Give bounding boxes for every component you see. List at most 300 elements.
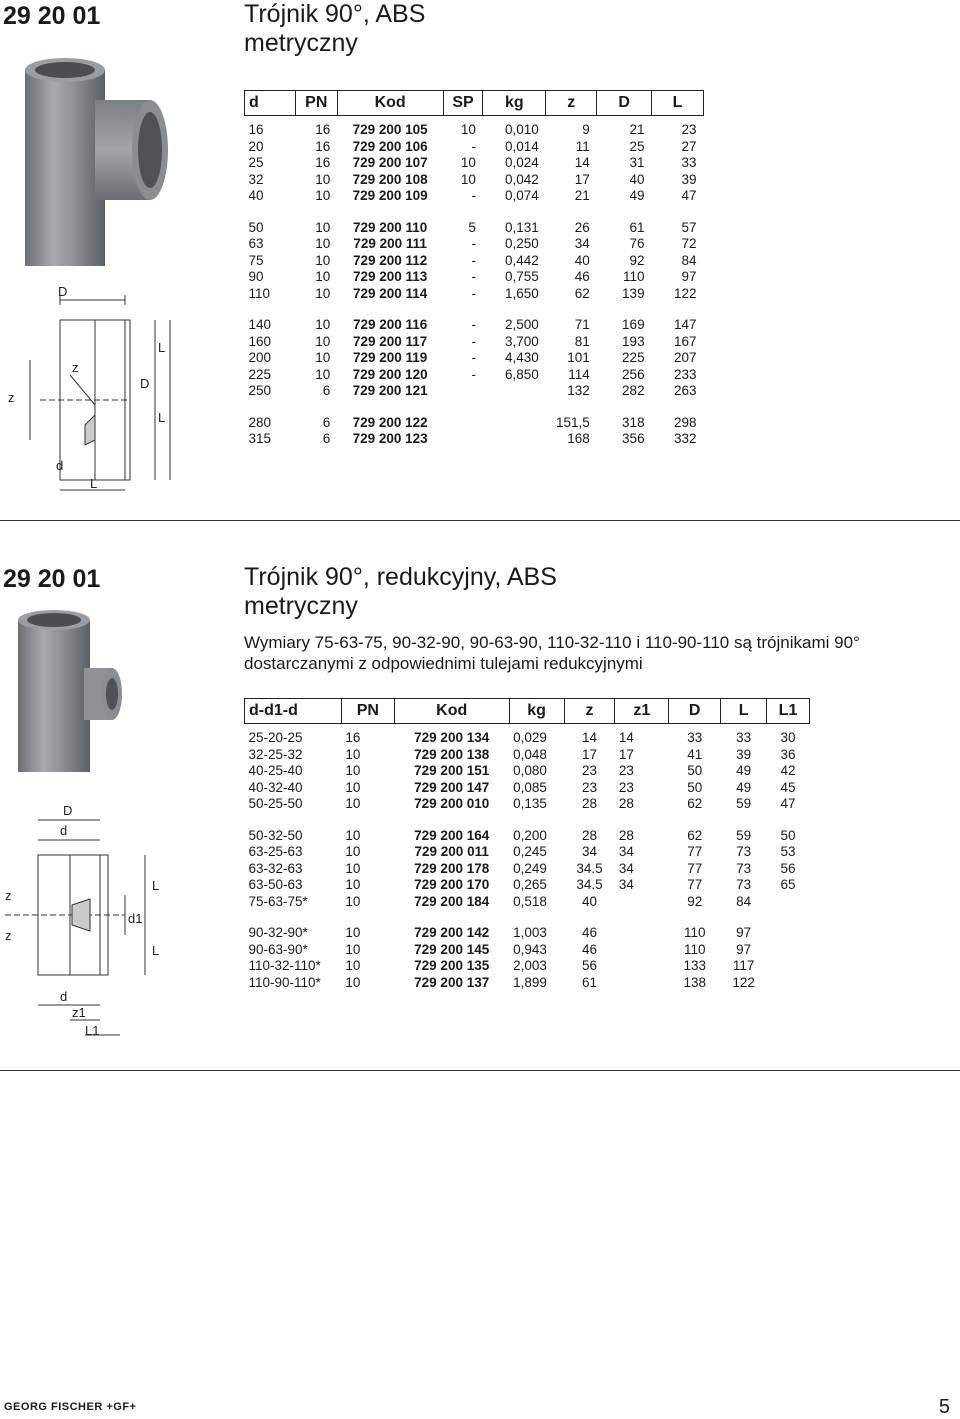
table-cell: -: [471, 333, 476, 349]
table-cell: 77: [687, 844, 703, 859]
drawing1-label-D: D: [58, 284, 68, 299]
table-cell: 10: [315, 366, 331, 382]
table-cell: 298: [673, 414, 697, 430]
drawing2-label-L: L: [152, 878, 160, 893]
table-cell: 10: [315, 333, 331, 349]
drawing1-label-D2: D: [140, 376, 150, 391]
table-cell: 23: [618, 763, 634, 778]
table-cell: 0,250: [505, 236, 539, 251]
table-cell: 10: [315, 252, 331, 268]
table-cell: 25: [629, 138, 645, 154]
drawing1-label-z: z: [72, 360, 79, 375]
section1-header-row: [245, 91, 704, 116]
table-cell: 49: [736, 763, 752, 778]
table-cell: 729 200 111: [353, 236, 427, 251]
table-cell: 72: [681, 236, 697, 251]
table-row: [245, 155, 704, 172]
drawing2-label-L2: L: [152, 943, 160, 958]
section1-header-0: d: [245, 91, 296, 116]
table-cell: 39: [681, 171, 697, 187]
table-cell: 729 200 178: [414, 860, 490, 876]
table-cell: 40: [629, 171, 645, 187]
drawing1-label-d: d: [56, 458, 64, 473]
section1-header-6: D: [597, 91, 652, 116]
table-cell: 26: [574, 219, 590, 235]
table-cell: 14: [618, 730, 634, 745]
table-cell: 39: [736, 746, 752, 762]
section1-table: [244, 90, 704, 448]
table-cell: 0,135: [513, 796, 547, 811]
section2-title-line2: metryczny: [244, 592, 358, 620]
group-spacer: [245, 910, 810, 925]
table-cell: 3,700: [505, 333, 539, 349]
table-cell: 59: [736, 796, 752, 811]
table-cell: [615, 975, 669, 992]
table-cell: 90-32-90*: [248, 925, 308, 940]
table-cell: 233: [673, 366, 697, 382]
table-cell: 10: [345, 763, 361, 778]
table-row: [245, 747, 810, 764]
table-cell: 0,024: [505, 155, 539, 170]
table-cell: 282: [622, 383, 645, 398]
table-cell: 318: [622, 414, 645, 430]
table-cell: [767, 942, 810, 959]
table-cell: 25-20-25: [248, 730, 303, 745]
table-cell: 92: [687, 893, 703, 909]
table-cell: 34: [581, 844, 597, 859]
table-cell: 16: [315, 122, 331, 137]
group-spacer: [245, 400, 704, 415]
table-cell: 30: [780, 730, 796, 745]
table-cell: 122: [732, 974, 755, 990]
table-cell: 23: [618, 779, 634, 795]
drawing2-label-z1: z1: [72, 1005, 86, 1020]
table-row: [245, 844, 810, 861]
table-cell: 21: [629, 122, 645, 137]
table-cell: 16: [248, 122, 264, 137]
table-cell: 73: [736, 844, 752, 859]
tee-photo: [10, 52, 170, 272]
table-cell: 50: [248, 219, 264, 235]
table-cell: 25: [248, 155, 264, 170]
section-divider: [0, 520, 960, 521]
table-cell: 1,899: [513, 974, 547, 990]
table-cell: 10: [345, 893, 361, 909]
table-cell: 57: [681, 219, 697, 235]
table-cell: 16: [345, 730, 361, 745]
table-cell: 41: [687, 746, 703, 762]
table-row: [245, 925, 810, 942]
table-cell: 50-25-50: [248, 796, 303, 811]
table-row: [245, 763, 810, 780]
drawing2-label-d: d: [60, 823, 68, 838]
table-row: [245, 796, 810, 813]
table-cell: 63-25-63: [248, 844, 303, 859]
table-cell: 10: [315, 188, 331, 203]
table-cell: 0,029: [513, 730, 547, 745]
table-cell: 6: [322, 414, 331, 430]
table-cell: 0,042: [505, 171, 539, 187]
table-cell: 729 200 109: [352, 188, 428, 203]
table-cell: 73: [736, 877, 752, 892]
table-cell: 61: [581, 974, 597, 990]
table-cell: 63-50-63: [248, 877, 303, 892]
table-cell: 11: [575, 138, 590, 154]
table-cell: 729 200 138: [414, 746, 490, 762]
table-cell: 0,200: [513, 827, 547, 843]
table-cell: 729 200 134: [414, 730, 490, 745]
table-cell: 27: [681, 138, 697, 154]
table-cell: 10: [345, 925, 361, 940]
table-cell: 169: [622, 317, 645, 332]
table-row: [245, 317, 704, 334]
table-cell: 729 200 114: [352, 285, 428, 301]
table-row: [245, 942, 810, 959]
table-cell: 10: [315, 219, 331, 235]
table-cell: [443, 383, 483, 400]
table-cell: 0,131: [505, 219, 539, 235]
section2-header-2: Kod: [394, 699, 509, 724]
table-cell: 23: [681, 122, 697, 137]
table-cell: 110: [248, 285, 271, 301]
table-cell: 61: [629, 219, 645, 235]
section1-header-3: SP: [443, 91, 483, 116]
table-row: [245, 780, 810, 797]
table-cell: 46: [581, 925, 597, 940]
table-cell: 16: [315, 138, 331, 154]
table-cell: 729 200 011: [414, 844, 489, 859]
drawing2-label-d1: d1: [128, 911, 143, 926]
table-cell: 50: [687, 763, 703, 778]
table-cell: [483, 431, 546, 448]
table-cell: [615, 942, 669, 959]
drawing2-label-d2: d: [60, 989, 68, 1004]
table-cell: 0,080: [513, 763, 547, 778]
section1-table-body: [245, 116, 704, 448]
table-cell: 36: [780, 746, 796, 762]
table-cell: -: [471, 366, 476, 382]
table-cell: 729 200 112: [352, 252, 428, 268]
table-cell: 50: [780, 827, 796, 843]
table-cell: 0,085: [513, 779, 547, 795]
table-cell: 729 200 135: [414, 958, 490, 973]
table-cell: 10: [315, 350, 331, 365]
table-row: [245, 334, 704, 351]
table-row: [245, 350, 704, 367]
table-cell: 21: [574, 188, 590, 203]
section2-header-8: L1: [767, 699, 810, 724]
table-cell: 33: [687, 730, 703, 745]
table-cell: 34.5: [576, 860, 603, 876]
table-cell: 97: [736, 925, 752, 940]
drawing1-label-z2: z: [8, 390, 15, 405]
table-cell: 10: [315, 236, 331, 251]
table-cell: [767, 958, 810, 975]
table-cell: 75-63-75*: [248, 893, 308, 909]
drawing2-label-z2: z: [5, 928, 12, 943]
table-cell: 62: [574, 285, 590, 301]
table-cell: 114: [568, 366, 590, 382]
table-cell: 263: [673, 383, 697, 398]
table-cell: 250: [248, 383, 272, 398]
table-cell: 200: [248, 350, 272, 365]
table-cell: 14: [581, 730, 597, 745]
table-cell: 729 200 010: [414, 796, 490, 811]
table-row: [245, 367, 704, 384]
table-cell: 40-25-40: [248, 763, 303, 778]
table-cell: 42: [780, 763, 796, 778]
table-cell: 10: [315, 171, 331, 187]
table-cell: 53: [780, 844, 796, 859]
section2-code: 29 20 01: [3, 565, 101, 593]
table-cell: 147: [673, 317, 697, 332]
table-cell: 62: [687, 796, 703, 811]
table-cell: 10: [345, 844, 361, 859]
table-cell: 315: [248, 431, 272, 446]
section-divider-2: [0, 1070, 960, 1071]
table-row: [245, 415, 704, 432]
table-cell: 207: [673, 350, 697, 365]
table-cell: 2,500: [505, 317, 539, 332]
table-cell: [615, 925, 669, 942]
table-cell: 84: [681, 252, 697, 268]
table-cell: 40: [248, 188, 264, 203]
table-row: [245, 139, 704, 156]
table-cell: -: [471, 317, 476, 332]
footer-brand: GEORG FISCHER +GF+: [4, 1401, 137, 1413]
table-row: [245, 828, 810, 845]
table-cell: 97: [736, 941, 752, 957]
section1-code: 29 20 01: [3, 2, 101, 30]
table-cell: 6: [322, 383, 331, 398]
table-cell: 46: [581, 941, 597, 957]
table-cell: 10: [345, 827, 361, 843]
table-row: [245, 975, 810, 992]
table-cell: 34.5: [576, 877, 603, 892]
table-cell: [767, 975, 810, 992]
table-cell: 84: [736, 893, 752, 909]
table-cell: 101: [567, 350, 590, 365]
table-cell: 10: [345, 974, 361, 990]
table-cell: 1,003: [513, 925, 547, 940]
table-cell: -: [471, 350, 476, 365]
table-cell: 10: [460, 155, 476, 170]
table-cell: -: [471, 236, 476, 251]
section2-header-4: z: [564, 699, 615, 724]
table-cell: 138: [683, 974, 706, 990]
table-cell: 167: [673, 333, 697, 349]
table-cell: 34: [618, 844, 634, 859]
section2-header-6: D: [669, 699, 721, 724]
table-cell: 1,650: [505, 285, 539, 301]
table-cell: 140: [248, 317, 272, 332]
table-cell: 729 200 123: [352, 431, 428, 446]
table-cell: [483, 383, 546, 400]
table-cell: -: [471, 269, 476, 284]
section2-title: [244, 563, 557, 621]
table-cell: 132: [567, 383, 590, 398]
table-cell: 10: [345, 796, 361, 811]
section1-header-2: Kod: [337, 91, 443, 116]
table-cell: 729 200 164: [414, 827, 490, 843]
section2-title-line1: Trójnik 90°, redukcyjny, ABS: [244, 563, 557, 591]
section2-header-0: d-d1-d: [245, 699, 342, 724]
table-cell: [767, 925, 810, 942]
table-cell: 729 200 147: [414, 779, 490, 795]
table-cell: 225: [248, 366, 272, 382]
section2-table-body: [245, 724, 810, 992]
table-cell: 122: [673, 285, 697, 301]
table-cell: 34: [618, 877, 634, 892]
table-cell: 14: [574, 155, 590, 170]
section1-title-line1: Trójnik 90°, ABS: [244, 0, 426, 28]
table-cell: 117: [732, 958, 755, 973]
table-cell: 729 200 122: [352, 414, 428, 430]
table-cell: 729 200 151: [414, 763, 490, 778]
table-cell: 110-32-110*: [248, 958, 321, 973]
drawing1-label-L2: L: [158, 410, 166, 425]
section1-title-line2: metryczny: [244, 29, 358, 57]
table-cell: 16: [315, 155, 331, 170]
table-cell: [443, 431, 483, 448]
table-cell: 729 200 119: [352, 350, 428, 365]
table-cell: 729 200 107: [352, 155, 428, 170]
table-cell: 33: [681, 155, 697, 170]
table-cell: 0,048: [513, 746, 547, 762]
table-cell: 10: [315, 317, 331, 332]
table-cell: 63-32-63: [248, 860, 303, 876]
table-cell: 160: [248, 333, 272, 349]
table-cell: 139: [622, 285, 645, 301]
drawing2-label-z: z: [5, 888, 12, 903]
table-cell: 46: [574, 269, 590, 284]
table-cell: 110-90-110*: [248, 974, 321, 990]
table-cell: 0,249: [513, 860, 547, 876]
section2-header-3: kg: [509, 699, 564, 724]
table-cell: 729 200 145: [414, 941, 490, 957]
table-cell: 47: [780, 796, 796, 811]
table-cell: 4,430: [505, 350, 539, 365]
table-row: [245, 724, 810, 747]
table-cell: 10: [345, 746, 361, 762]
table-cell: 110: [683, 941, 706, 957]
table-row: [245, 877, 810, 894]
drawing2-label-L1: L1: [85, 1023, 100, 1038]
table-cell: 73: [736, 860, 752, 876]
table-cell: 81: [574, 333, 590, 349]
drawing2-label-D: D: [63, 803, 73, 818]
table-cell: 23: [581, 763, 597, 778]
table-cell: 0,245: [513, 844, 547, 859]
table-cell: 10: [315, 285, 331, 301]
table-cell: 77: [687, 877, 703, 892]
reducing-tee-photo: [10, 608, 130, 778]
table-cell: 0,442: [505, 252, 539, 268]
table-cell: 20: [248, 138, 264, 154]
table-cell: 62: [687, 827, 703, 843]
table-cell: 23: [581, 779, 597, 795]
section1-header-1: PN: [295, 91, 337, 116]
table-cell: 0,014: [505, 138, 539, 154]
table-row: [245, 188, 704, 205]
section2-header-5: z1: [615, 699, 669, 724]
table-cell: 10: [315, 269, 331, 284]
table-cell: 10: [345, 779, 361, 795]
table-cell: [483, 415, 546, 432]
table-row: [245, 253, 704, 270]
table-cell: 729 200 113: [352, 269, 428, 284]
section1-title: [244, 0, 425, 58]
table-cell: 729 200 121: [352, 383, 428, 398]
table-cell: 90-63-90*: [248, 941, 308, 957]
table-cell: -: [471, 285, 476, 301]
table-cell: 10: [460, 122, 476, 137]
table-cell: 17: [581, 746, 597, 762]
table-row: [245, 236, 704, 253]
table-cell: 65: [780, 877, 796, 892]
table-cell: [615, 894, 669, 911]
table-cell: -: [471, 138, 476, 154]
table-cell: 59: [736, 827, 752, 843]
table-cell: 729 200 116: [352, 317, 428, 332]
table-cell: 0,755: [505, 269, 539, 284]
table-cell: 0,010: [505, 122, 539, 137]
table-cell: 47: [681, 188, 697, 203]
table-cell: 6,850: [505, 366, 539, 382]
table-cell: 28: [581, 827, 597, 843]
table-cell: 28: [618, 827, 634, 843]
table-cell: 92: [629, 252, 645, 268]
table-cell: 193: [622, 333, 645, 349]
table-cell: 56: [581, 958, 597, 973]
table-cell: 10: [345, 860, 361, 876]
section2-header-1: PN: [341, 699, 394, 724]
table-cell: 729 200 137: [414, 974, 490, 990]
section2-header-7: L: [721, 699, 767, 724]
table-cell: 729 200 170: [414, 877, 490, 892]
table-row: [245, 116, 704, 139]
table-cell: 40: [581, 893, 597, 909]
table-cell: 280: [248, 414, 272, 430]
table-row: [245, 431, 704, 448]
tee-drawing: [0, 280, 185, 500]
table-cell: -: [471, 252, 476, 268]
table-cell: 49: [736, 779, 752, 795]
table-cell: [443, 415, 483, 432]
section1-header-7: L: [652, 91, 704, 116]
drawing1-label-L: L: [158, 340, 166, 355]
table-cell: 45: [780, 779, 796, 795]
table-cell: 10: [460, 171, 476, 187]
table-cell: 56: [780, 860, 796, 876]
table-cell: 76: [629, 236, 645, 251]
section2-table: [244, 698, 810, 991]
table-cell: 356: [622, 431, 645, 446]
reducing-tee-drawing: [0, 795, 180, 1045]
table-cell: 33: [736, 730, 752, 745]
table-cell: 168: [567, 431, 590, 446]
section2-header-row: [245, 699, 810, 724]
table-row: [245, 958, 810, 975]
table-cell: 110: [683, 925, 706, 940]
table-cell: 729 200 184: [414, 893, 490, 909]
table-cell: 729 200 108: [352, 171, 428, 187]
table-cell: [615, 958, 669, 975]
table-cell: 31: [629, 155, 645, 170]
section1-header-4: kg: [483, 91, 546, 116]
table-cell: 75: [248, 252, 264, 268]
group-spacer: [245, 205, 704, 220]
